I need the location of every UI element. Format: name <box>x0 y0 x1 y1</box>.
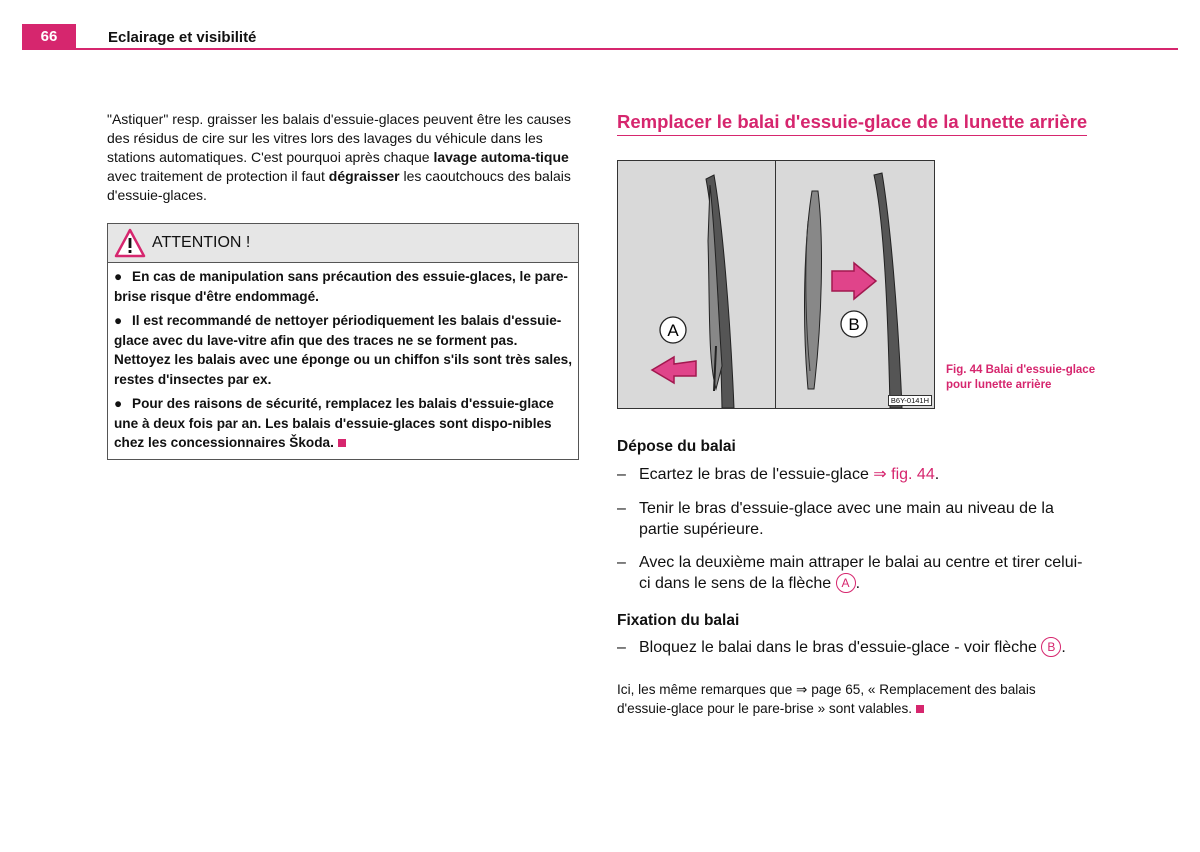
warning-item: ● Il est recommandé de nettoyer périodiquement les balais d'essuie-glace avec du lave-vitre afin que des traces ne se forment pas. Nettoyez les balais avec une éponge ou un chiffon s'ils sont très sales, restes d'insectes par ex. <box>114 313 572 387</box>
section-rule <box>617 135 1087 136</box>
warning-triangle-icon <box>114 228 146 258</box>
warning-item: ● Pour des raisons de sécurité, remplacez les balais d'essuie-glace une à deux fois par an. Les balais d'essuie-glaces sont dispo-nibles chez les concessionnaires Škoda. <box>114 396 554 450</box>
page-header <box>22 24 1178 50</box>
header-rule <box>22 48 1178 50</box>
removal-step: – Tenir le bras d'essuie-glace avec une main au niveau de la partie supérieure. <box>617 500 1054 538</box>
warning-body <box>108 263 578 459</box>
section-title: Remplacer le balai d'essuie-glace de la lunette arrière <box>617 111 1088 132</box>
end-of-section-mark <box>338 439 346 447</box>
removal-step: – Avec la deuxième main attraper le balai au centre et tirer celui-ci dans le sens de la flèche A . <box>617 554 1083 592</box>
fixing-title: Fixation du balai <box>617 612 740 629</box>
fixing-step: – Bloquez le balai dans le bras d'essuie-glace - voir flèche B . <box>617 639 1066 656</box>
page-number: 66 <box>22 24 76 50</box>
removal-title: Dépose du balai <box>617 438 736 455</box>
label-b: B <box>848 315 860 334</box>
removal-step: – Ecartez le bras de l'essuie-glace ⇒ fig. 44. <box>617 466 940 483</box>
wiper-illustration <box>618 161 934 408</box>
left-column <box>107 110 579 205</box>
figure-caption: Fig. 44 Balai d'essuie-glace pour lunette arrière <box>946 364 1096 391</box>
intro-paragraph: "Astiquer" resp. graisser les balais d'essuie-glaces peuvent être les causes des résidus de cire sur les vitres lors des lavages du véhicule dans les stations automatiques. C'est pourquoi après chaque lavage automa-tique avec traitement de protection il faut dégraisser les caoutchoucs des balais d'essuie-glaces. <box>107 111 571 203</box>
note-paragraph: Ici, les même remarques que ⇒ page 65, « Remplacement des balais d'essuie-glace pour le pare-brise » sont valables. <box>617 682 1036 716</box>
figure-divider <box>775 161 776 408</box>
label-a: A <box>667 321 679 340</box>
figure-44 <box>617 160 935 409</box>
end-of-section-mark <box>916 705 924 713</box>
figure-link[interactable]: ⇒ fig. 44 <box>873 466 935 483</box>
chapter-title: Eclairage et visibilité <box>108 29 257 46</box>
warning-header <box>108 224 578 263</box>
warning-item: ● En cas de manipulation sans précaution des essuie-glaces, le pare-brise risque d'être endommagé. <box>114 269 568 304</box>
warning-box <box>107 223 579 460</box>
marker-a: A <box>836 573 856 593</box>
figure-code: B6Y-0141H <box>888 395 932 406</box>
warning-title: ATTENTION ! <box>152 234 251 251</box>
marker-b: B <box>1041 637 1061 657</box>
